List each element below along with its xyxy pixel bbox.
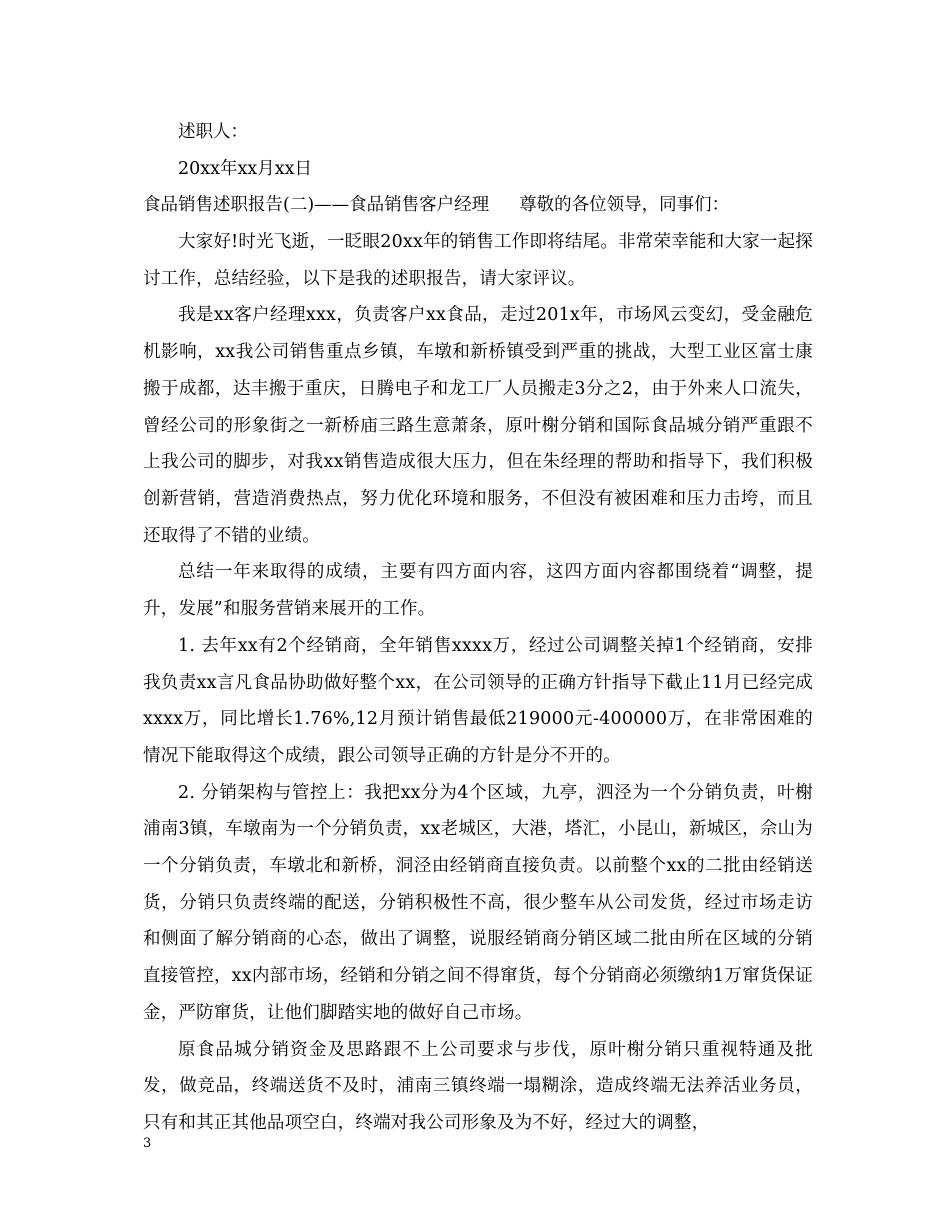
salutation: 尊敬的各位领导，同事们：: [519, 195, 730, 216]
speaker-label: 述职人：: [178, 122, 248, 142]
section-heading-line: [143, 187, 813, 224]
page-number: 3: [143, 1136, 152, 1151]
paragraph-introduction: 我是xx客户经理xxx，负责客户xx食品，走过201x年，市场风云变幻，受金融危机影响，xx我公司销售重点乡镇，车墩和新桥镇受到严重的挑战，大型工业区富士康搬于成都，达丰搬于重庆，日腾电子和龙工厂人员搬走3分之2，由于外来人口流失，曾经公司的形象街之一新桥庙三路生意萧条，原叶榭分销和国际食品城分销严重跟不上我公司的脚步，对我xx销售造成很大压力，但在朱经理的帮助和指导下，我们积极创新营销，营造消费热点，努力优化环境和服务，不但没有被困难和压力击垮，而且还取得了不错的业绩。: [143, 305, 813, 546]
paragraph-point-1: 1. 去年xx有2个经销商，全年销售xxxx万，经过公司调整关掉1个经销商，安排我负责xx言凡食品协助做好整个xx，在公司领导的正确方针指导下截止11月已经完成xxxx万，同比增长1.76%,12月预计销售最低219000元-400000万，在非常困难的情况下能取得这个成绩，跟公司领导正确的方针是分不开的。: [143, 635, 813, 766]
paragraph-summary: 总结一年来取得的成绩，主要有四方面内容，这四方面内容都围绕着“调整，提升，发展”和服务营销来展开的工作。: [143, 562, 813, 620]
paragraph-greeting: 大家好!时光飞逝，一眨眼20xx年的销售工作即将结尾。非常荣幸能和大家一起探讨工作，总结经验，以下是我的述职报告，请大家评议。: [143, 232, 813, 289]
date-line: 20xx年xx月xx日: [178, 158, 312, 179]
section-title: 食品销售述职报告(二)——食品销售客户经理: [143, 195, 490, 216]
paragraph-point-2: 2. 分销架构与管控上：我把xx分为4个区域，九亭，泗泾为一个分销负责，叶榭浦南3镇，车墩南为一个分销负责，xx老城区，大港，塔汇，小昆山，新城区，佘山为一个分销负责，车墩北和新桥，洞泾由经销商直接负责。以前整个xx的二批由经销送货，分销只负责终端的配送，分销积极性不高，很少整车从公司发货，经过市场走访和侧面了解分销商的心态，做出了调整，说服经销商分销区域二批由所在区域的分销直接管控，xx内部市场，经销和分销之间不得窜货，每个分销商必须缴纳1万窜货保证金，严防窜货，让他们脚踏实地的做好自己市场。: [143, 782, 813, 1023]
paragraph-distribution: 原食品城分销资金及思路跟不上公司要求与步伐，原叶榭分销只重视特通及批发，做竞品，终端送货不及时，浦南三镇终端一塌糊涂，造成终端无法养活业务员，只有和其正其他品项空白，终端对我公司形象及为不好，经过大的调整，: [143, 1039, 813, 1133]
document-body: [143, 114, 813, 1142]
